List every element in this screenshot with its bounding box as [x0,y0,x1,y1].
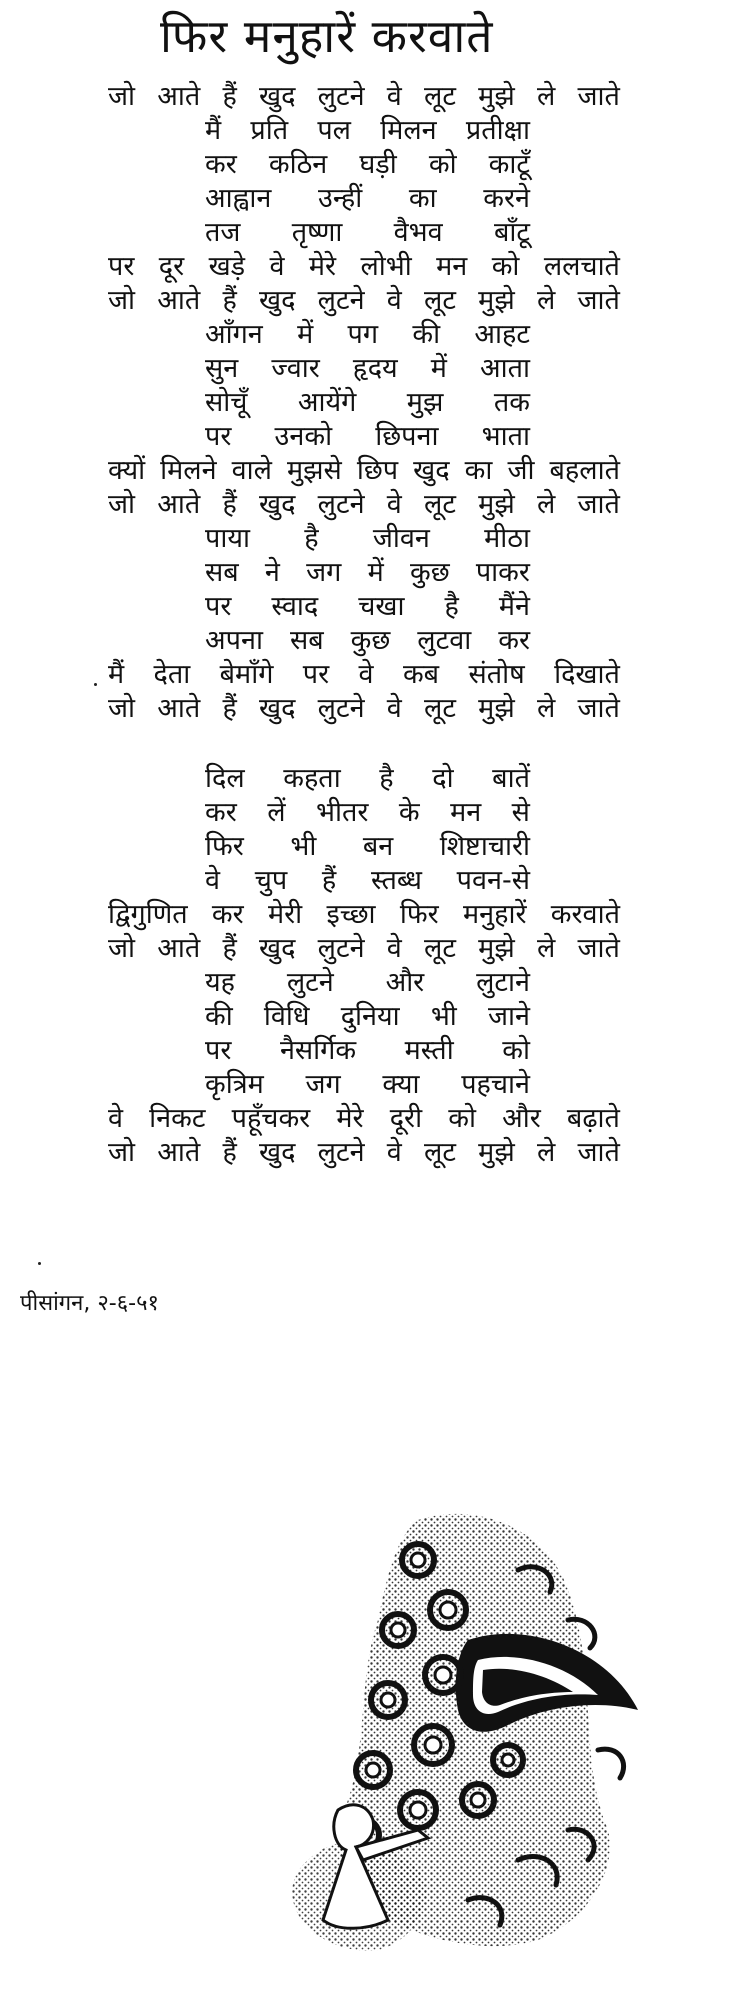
poem-word: कर [211,899,244,930]
poem-word: भी [290,831,317,862]
poem-word: लोभी [360,251,412,282]
poem-word: ज्वार [271,353,320,384]
poem-word: आयेंगे [297,387,357,418]
poem-word: आते [157,489,201,520]
poem-word: दूरी [389,1103,423,1134]
poem-word: मिलने [160,455,217,486]
poem-word: लूट [424,933,456,964]
poem-word: पहूँचकर [231,1103,311,1134]
poem-word: काटूँ [488,149,530,180]
poem-word: भाता [481,421,530,452]
poem-word: वैभव [393,217,443,248]
poem-line [205,386,530,420]
poem-word: को [448,1103,476,1134]
poem-line [205,762,530,796]
poem-word: लूट [424,693,456,724]
poem-line [108,454,620,488]
poem-word: तक [493,387,530,418]
poem-word: संतोष [468,659,525,690]
poem-word: मुझसे [287,455,342,486]
poem-word: हैं [222,933,237,964]
poem-word: कुछ [350,625,391,656]
poem-line [205,148,530,182]
poem-word: में [297,319,314,350]
poem-word: खुद [413,455,450,486]
poem-word: जाते [577,489,620,520]
poem-word: नैसर्गिक [279,1035,357,1066]
poem-line [205,796,530,830]
poem-line [205,114,530,148]
poem-word: स्वाद [271,591,319,622]
poem-word: लुटवा [417,625,472,656]
poem-word: मनुहारें [462,899,527,930]
poem-word: पहचाने [461,1069,530,1100]
poem-word: मन [450,797,482,828]
poem-word: वे [386,933,402,964]
poem-word: आते [157,81,201,112]
poem-word: लूट [424,1137,456,1168]
poem-word: आहट [474,319,530,350]
poem-word: कर [498,625,530,656]
poem-word: पर [302,659,330,690]
poem-word: द्विगुणित [108,899,188,930]
poem-word: तज [205,217,241,248]
poem-word: प्रति [250,115,289,146]
poem-word: शिष्टाचारी [439,831,530,862]
poem-word: वे [386,693,402,724]
poem-word: बहलाते [549,455,620,486]
poem-word: छिपना [375,421,439,452]
poem-word: पर [108,251,135,282]
poem-title: फिर मनुहारें करवाते [160,9,494,63]
poem-word: जो [108,933,136,964]
poem-word: पवन-से [456,865,530,896]
poem-word: भीतर [316,797,369,828]
poem-line [205,556,530,590]
poem-word: कर [205,797,237,828]
poem-line [205,216,530,250]
poem-word: प्रतीक्षा [465,115,530,146]
poem-word: में [367,557,384,588]
poem-word: जो [108,1137,136,1168]
poem-word: चखा [358,591,405,622]
poem-word: हैं [321,865,337,896]
poem-word: आते [157,693,201,724]
poem-word: स्तब्ध [370,865,422,896]
poem-word: उन्हीं [318,183,363,214]
poem-word: कुछ [409,557,450,588]
poem-word: पर [205,421,232,452]
poem-word: जाते [577,1137,620,1168]
poem-word: वे [358,659,374,690]
poem-line [205,624,530,658]
poem-word: मुझे [478,489,515,520]
poem-word: मैं [205,115,222,146]
poem-word: ले [536,81,556,112]
poem-line [108,692,620,726]
poem-word: फिर [399,899,439,930]
poem-word: निकट [149,1103,206,1134]
poem-line [108,932,620,966]
poem-word: दिखाते [554,659,620,690]
poem-word: लूट [424,285,456,316]
poem-word: मस्ती [404,1035,454,1066]
poem-word: क्या [382,1069,420,1100]
poem-word: कब [402,659,440,690]
poem-word: हैं [222,489,237,520]
poem-word: मेरी [267,899,303,930]
poem-word: बन [362,831,394,862]
poem-line [205,1068,530,1102]
poem-word: लुटने [317,933,365,964]
poem-word: वे [108,1103,124,1134]
poem-line [205,1034,530,1068]
poem-word: यह [205,967,235,998]
poem-line [205,1000,530,1034]
poem-word: खुद [259,489,296,520]
poem-word: वे [205,865,221,896]
poem-word: कृत्रिम [205,1069,264,1100]
poem-word: लुटने [317,489,365,520]
poem-word: मिलन [380,115,437,146]
ink-dot [38,1262,41,1265]
poem-word: को [502,1035,530,1066]
poem-word: हृदय [352,353,398,384]
poem-word: खुद [259,933,296,964]
poem-word: ले [536,285,556,316]
poem-word: फिर [205,831,244,862]
poem-word: दो [432,763,454,794]
poem-word: मैं [108,659,125,690]
poem-line [205,966,530,1000]
poem-word: ले [536,1137,556,1168]
poem-word: वे [386,489,402,520]
poem-line [108,1102,620,1136]
poem-word: हैं [222,81,237,112]
poem-line [205,864,530,898]
poem-word: जाते [577,285,620,316]
poem-word: जी [507,455,535,486]
poem-word: खुद [259,81,296,112]
poem-word: आह्वान [205,183,272,214]
poem-word: है [379,763,394,794]
poem-line [108,80,620,114]
poem-word: जीवन [372,523,430,554]
poem-line [205,420,530,454]
poem-line [205,830,530,864]
poem-word: है [304,523,319,554]
poem-word: उनको [274,421,333,452]
poem-word: वे [386,1137,402,1168]
poem-word: मैंने [498,591,530,622]
poem-word: मुझे [478,1137,515,1168]
poem-word: के [398,797,420,828]
place-date: पीसांगन, २-६-५१ [20,1291,159,1316]
poem-word: आते [157,933,201,964]
poem-line [108,488,620,522]
poem-word: विधि [263,1001,310,1032]
decorative-illustration [268,1500,648,1960]
poem-word: जाते [577,81,620,112]
poem-word: पाकर [475,557,530,588]
poem-word: जग [305,1069,341,1100]
poem-word: लुटने [317,81,365,112]
poem-word: की [412,319,441,350]
poem-word: वाले [231,455,272,486]
poem-line [205,352,530,386]
poem-word: मुझे [478,285,515,316]
poem-word: हैं [222,1137,237,1168]
poem-word: और [502,1103,541,1134]
poem-word: मुझे [478,933,515,964]
poem-word: ले [536,693,556,724]
poem-word: लुटने [286,967,334,998]
poem-word: ले [536,489,556,520]
poem-line [205,182,530,216]
poem-word: जो [108,489,136,520]
poem-word: ने [264,557,280,588]
poem-line [108,250,620,284]
poem-word: जो [108,81,136,112]
ink-dot [94,683,97,686]
poem-word: खुद [259,285,296,316]
poem-word: ले [536,933,556,964]
poem-word: वे [386,285,402,316]
poem-word: लुटाने [476,967,530,998]
poem-word: जो [108,693,136,724]
poem-word: पल [317,115,351,146]
poem-line [108,658,620,692]
poem-word: पाया [205,523,250,554]
poem-word: पर [205,591,232,622]
poem-word: कहता [283,763,341,794]
poem-word: तृष्णा [291,217,343,248]
poem-word: लुटने [317,1137,365,1168]
poem-word: में [430,353,447,384]
poem-word: दुनिया [340,1001,400,1032]
poem-word: हैं [222,285,237,316]
poem-word: जग [306,557,342,588]
poem-word: सब [289,625,324,656]
poem-word: जो [108,285,136,316]
poem-word: को [428,149,457,180]
poem-word: इच्छा [326,899,376,930]
poem-word: देता [153,659,191,690]
poem-word: मीठा [484,523,530,554]
poem-line [205,590,530,624]
poem-word: मेरे [308,251,337,282]
poem-word: मन [436,251,468,282]
poem-line [205,318,530,352]
poem-word: को [491,251,520,282]
poem-word: है [444,591,459,622]
poem-word: जाने [487,1001,530,1032]
poem-word: मुझे [478,693,515,724]
poem-word: मेरे [336,1103,364,1134]
poem-word: लुटने [317,285,365,316]
poem-word: कर [205,149,237,180]
poem-word: खुद [259,693,296,724]
poem-word: मुझे [478,81,515,112]
poem-word: वे [269,251,285,282]
poem-word: बढ़ाते [566,1103,620,1134]
poem-word: घड़ी [359,149,397,180]
poem-word: से [511,797,530,828]
poem-word: पर [205,1035,232,1066]
poem-word: मुझ [406,387,444,418]
poem-word: का [408,183,437,214]
poem-word: छिप [356,455,399,486]
poem-word: लुटने [317,693,365,724]
poem-word: दूर [158,251,185,282]
poem-word: हैं [222,693,237,724]
poem-word: जाते [577,933,620,964]
poem-word: करवाते [550,899,620,930]
poem-word: लें [267,797,286,828]
poem-word: दिल [205,763,245,794]
poem-word: कठिन [268,149,328,180]
poem-word: आते [157,1137,201,1168]
poem-word: बेमाँगे [219,659,274,690]
poem-line [108,284,620,318]
poem-word: आते [157,285,201,316]
poem-word: और [385,967,425,998]
poem-line [108,1136,620,1170]
poem-word: की [205,1001,233,1032]
poem-word: लूट [424,489,456,520]
poem-word: जाते [577,693,620,724]
poem-word: आँगन [205,319,263,350]
poem-word: वे [386,81,402,112]
poem-word: भी [430,1001,457,1032]
poem-word: पग [347,319,379,350]
poem-word: क्यों [108,455,146,486]
poem-word: सुन [205,353,239,384]
poem-word: ललचाते [543,251,620,282]
poem-word: बाँटू [493,217,530,248]
poem-word: सब [205,557,239,588]
poem-line [108,898,620,932]
poem-word: करने [483,183,530,214]
poem-word: का [464,455,493,486]
poem-word: आता [480,353,530,384]
poem-word: खुद [259,1137,296,1168]
poem-word: चुप [254,865,288,896]
poem-word: सोचूँ [205,387,248,418]
poem-word: बातें [492,763,530,794]
poem-word: लूट [424,81,456,112]
poem-line [205,522,530,556]
poem-word: अपना [205,625,263,656]
poem-word: खड़े [208,251,246,282]
